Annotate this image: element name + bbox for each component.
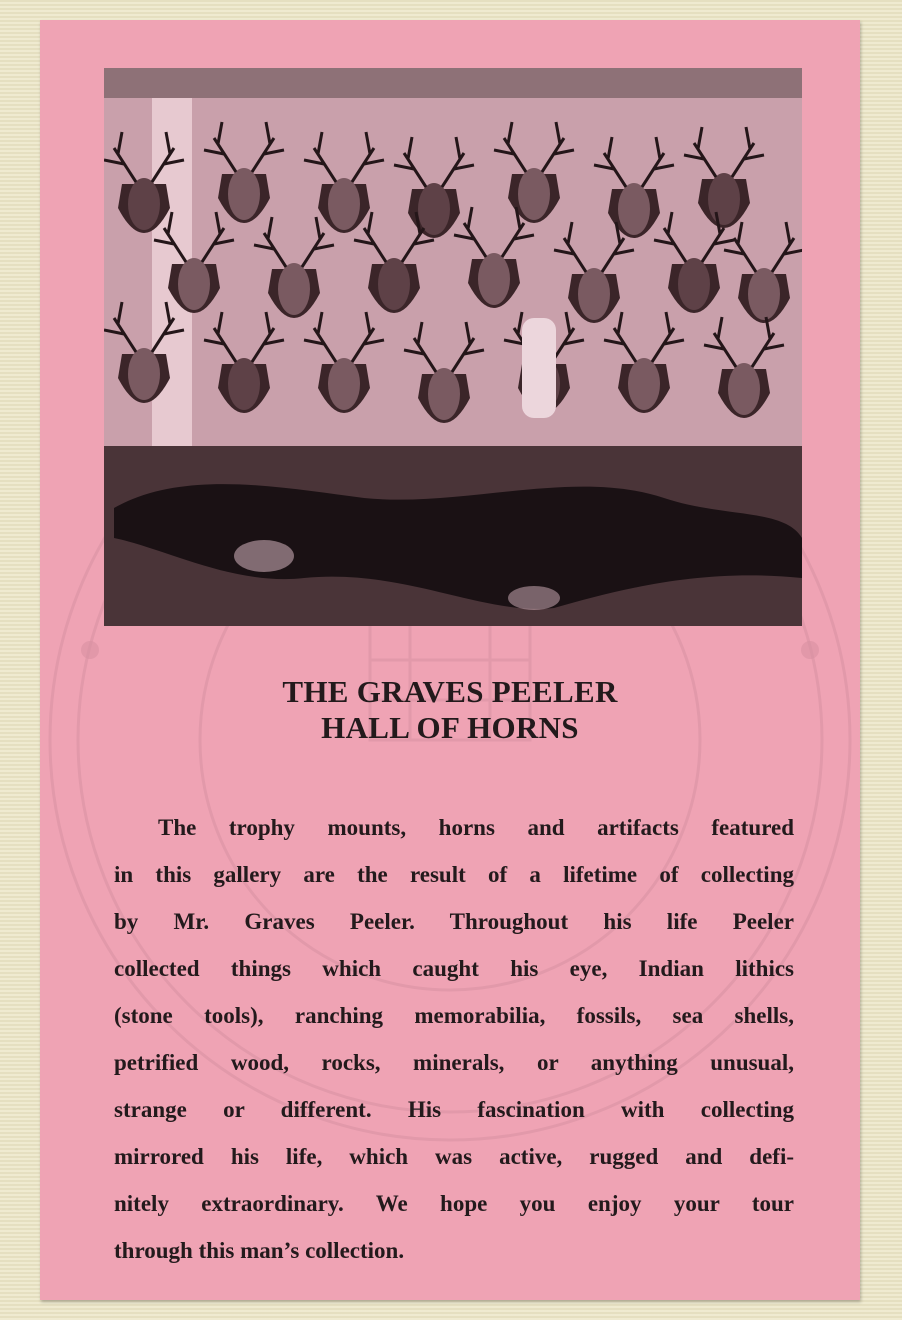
title-line-2: HALL OF HORNS <box>321 710 579 745</box>
body-line: in this gallery are the result of a lifetime of collecting <box>114 862 794 887</box>
body-line: (stone tools), ranching memorabilia, fossils, sea shells, <box>114 1003 794 1028</box>
body-line: collected things which caught his eye, Indian lithics <box>114 956 794 981</box>
title-line-1: THE GRAVES PEELER <box>282 674 618 709</box>
body-line: mirrored his life, which was active, rugged and defi- <box>114 1144 794 1169</box>
flyer-page <box>40 20 860 1300</box>
body-line: The trophy mounts, horns and artifacts featured <box>158 815 794 840</box>
body-line: by Mr. Graves Peeler. Throughout his life Peeler <box>114 909 794 934</box>
body-line: nitely extraordinary. We hope you enjoy your tour <box>114 1191 794 1216</box>
body-paragraph <box>114 804 794 1274</box>
body-line: strange or different. His fascination with collecting <box>114 1097 794 1122</box>
body-line: petrified wood, rocks, minerals, or anything unusual, <box>114 1050 794 1075</box>
page-title <box>40 674 860 746</box>
trophy-mounts-photo <box>104 68 802 626</box>
body-line: through this man’s collection. <box>114 1238 405 1263</box>
